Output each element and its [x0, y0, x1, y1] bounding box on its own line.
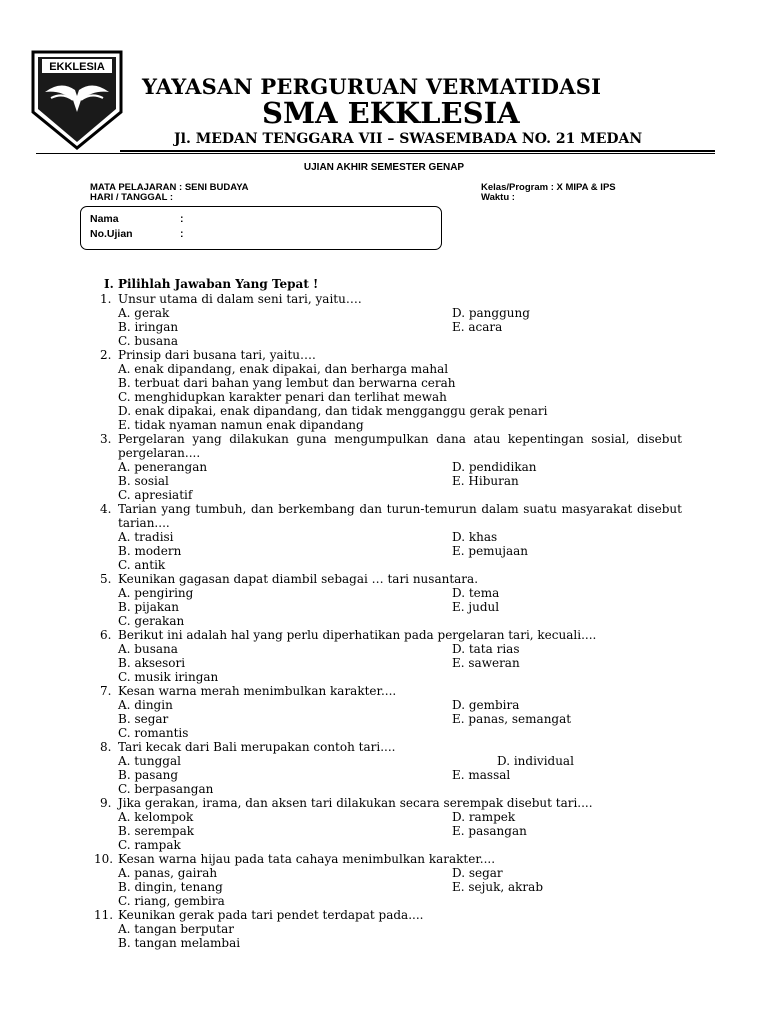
- section-title: I. Pilihlah Jawaban Yang Tepat !: [104, 277, 319, 291]
- q7-option-b: B. segar: [118, 712, 169, 726]
- q1-option-c: C. busana: [118, 334, 178, 348]
- school-name: SMA EKKLESIA: [262, 96, 520, 130]
- q6-option-d: D. tata rias: [452, 642, 520, 656]
- question-11: 11. Keunikan gerak pada tari pendet terdapat pada....: [94, 908, 424, 922]
- q3-option-d: D. pendidikan: [452, 460, 537, 474]
- q10-option-b: B. dingin, tenang: [118, 880, 223, 894]
- q2-option-b: B. terbuat dari bahan yang lembut dan berwarna cerah: [118, 376, 456, 390]
- q3-option-b: B. sosial: [118, 474, 169, 488]
- q1-option-e: E. acara: [452, 320, 503, 334]
- q5-option-c: C. gerakan: [118, 614, 185, 628]
- exam-title: UJIAN AKHIR SEMESTER GENAP: [303, 162, 465, 173]
- q11-option-a: A. tangan berputar: [118, 922, 235, 936]
- foundation-name: YAYASAN PERGURUAN VERMATIDASI: [142, 74, 602, 99]
- subject-label: MATA PELAJARAN : SENI BUDAYA: [90, 182, 249, 193]
- q9-option-e: E. pasangan: [452, 824, 527, 838]
- q7-option-c: C. romantis: [118, 726, 189, 740]
- q7-option-d: D. gembira: [452, 698, 520, 712]
- time-label: Waktu :: [481, 192, 515, 203]
- q8-option-b: B. pasang: [118, 768, 179, 782]
- q4-option-d: D. khas: [452, 530, 498, 544]
- q2-option-c: C. menghidupkan karakter penari dan terlihat mewah: [118, 390, 447, 404]
- q6-option-e: E. saweran: [452, 656, 520, 670]
- q9-option-b: B. serempak: [118, 824, 195, 838]
- q5-option-d: D. tema: [452, 586, 500, 600]
- q1-option-d: D. panggung: [452, 306, 530, 320]
- question-5: 5. Keunikan gagasan dapat diambil sebagai … tari nusantara.: [100, 572, 479, 586]
- question-7: 7. Kesan warna merah menimbulkan karakter....: [100, 684, 397, 698]
- q7-option-a: A. dingin: [118, 698, 173, 712]
- name-colon: :: [180, 213, 184, 225]
- q4-option-b: B. modern: [118, 544, 182, 558]
- class-label: Kelas/Program : X MIPA & IPS: [481, 182, 616, 193]
- question-9: 9. Jika gerakan, irama, dan aksen tari dilakukan secara serempak disebut tari....: [100, 796, 593, 810]
- q8-option-d: D. individual: [497, 754, 574, 768]
- q3-option-a: A. penerangan: [118, 460, 208, 474]
- question-2: 2. Prinsip dari busana tari, yaitu….: [100, 348, 316, 362]
- question-6: 6. Berikut ini adalah hal yang perlu diperhatikan pada pergelaran tari, kecuali....: [100, 628, 597, 642]
- header-rule-thick: [120, 150, 715, 152]
- q1-option-b: B. iringan: [118, 320, 179, 334]
- q6-option-b: B. aksesori: [118, 656, 186, 670]
- q6-option-c: C. musik iringan: [118, 670, 219, 684]
- question-8: 8. Tari kecak dari Bali merupakan contoh tari....: [100, 740, 396, 754]
- q10-option-a: A. panas, gairah: [118, 866, 218, 880]
- q4-option-c: C. antik: [118, 558, 166, 572]
- date-label: HARI / TANGGAL :: [90, 192, 174, 203]
- question-10: 10. Kesan warna hijau pada tata cahaya menimbulkan karakter....: [94, 852, 496, 866]
- q2-option-a: A. enak dipandang, enak dipakai, dan berharga mahal: [118, 362, 449, 376]
- q2-option-d: D. enak dipakai, enak dipandang, dan tidak mengganggu gerak penari: [118, 404, 548, 418]
- question-3: 3. Pergelaran yang dilakukan guna mengumpulkan dana atau kepentingan sosial, disebut pergelaran....: [100, 432, 682, 460]
- q3-option-e: E. Hiburan: [452, 474, 519, 488]
- school-logo: [31, 50, 123, 150]
- school-address: Jl. MEDAN TENGGARA VII – SWASEMBADA NO. 21 MEDAN: [174, 131, 643, 147]
- q8-option-e: E. massal: [452, 768, 511, 782]
- q3-option-c: C. apresiatif: [118, 488, 193, 502]
- q7-option-e: E. panas, semangat: [452, 712, 572, 726]
- q8-option-a: A. tunggal: [118, 754, 181, 768]
- q1-option-a: A. gerak: [118, 306, 170, 320]
- q8-option-c: C. berpasangan: [118, 782, 214, 796]
- q5-option-b: B. pijakan: [118, 600, 179, 614]
- q5-option-e: E. judul: [452, 600, 500, 614]
- q11-option-b: B. tangan melambai: [118, 936, 241, 950]
- student-id-box: [80, 206, 442, 250]
- q9-option-a: A. kelompok: [118, 810, 194, 824]
- logo-text: EKKLESIA: [49, 61, 105, 73]
- header-rule-thin: [36, 153, 715, 154]
- q10-option-c: C. riang, gembira: [118, 894, 225, 908]
- q2-option-e: E. tidak nyaman namun enak dipandang: [118, 418, 364, 432]
- q9-option-c: C. rampak: [118, 838, 181, 852]
- q4-option-e: E. pemujaan: [452, 544, 529, 558]
- name-label: Nama: [90, 213, 119, 225]
- question-1: 1. Unsur utama di dalam seni tari, yaitu….: [100, 292, 362, 306]
- q10-option-e: E. sejuk, akrab: [452, 880, 543, 894]
- q10-option-d: D. segar: [452, 866, 503, 880]
- q6-option-a: A. busana: [118, 642, 178, 656]
- exam-number-label: No.Ujian: [90, 228, 133, 240]
- q5-option-a: A. pengiring: [118, 586, 194, 600]
- q4-option-a: A. tradisi: [118, 530, 174, 544]
- exam-number-colon: :: [180, 228, 184, 240]
- question-4: 4. Tarian yang tumbuh, dan berkembang dan turun-temurun dalam suatu masyarakat disebut tarian....: [100, 502, 682, 530]
- q9-option-d: D. rampek: [452, 810, 516, 824]
